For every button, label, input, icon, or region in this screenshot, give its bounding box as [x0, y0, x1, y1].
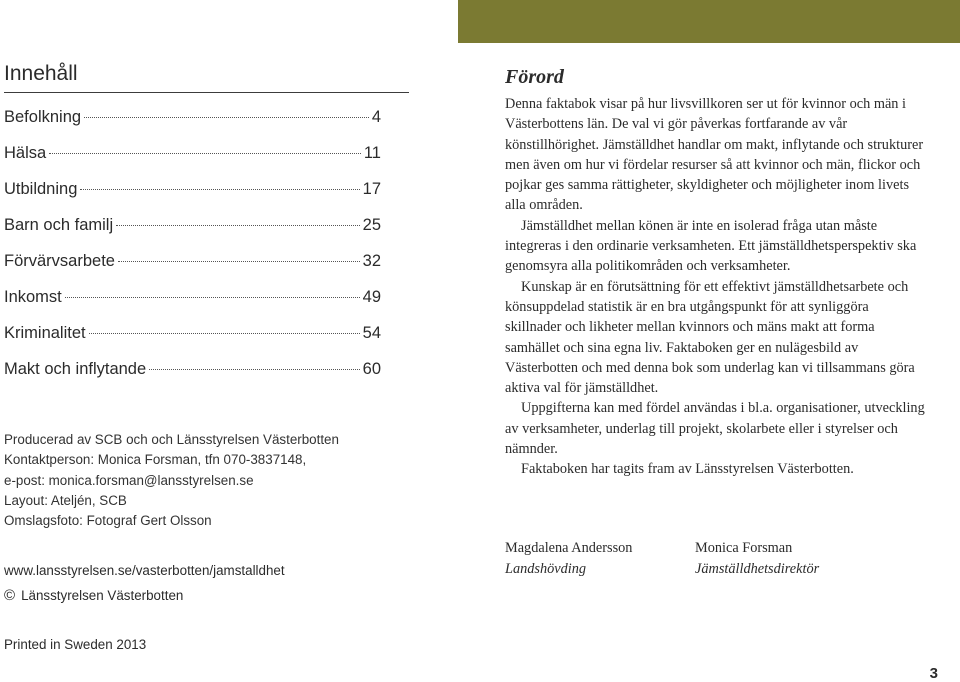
- toc-entry-label: Kriminalitet: [4, 324, 86, 342]
- toc-entry-label: Befolkning: [4, 108, 82, 126]
- foreword-paragraph: Denna faktabok visar på hur livsvillkoren ser ut för kvinnor och män i Västerbottens län. De val vi gör påverkas fortfarande av vår könstillhörighet. Jämställdhet handlar om makt, inflytande och strukturer men även om hur vi fördelar resurser så att kvinnor och män, flickor och pojkar ges samma rättigheter, skyldigheter och möjligheter inom livets alla områden.: [505, 96, 924, 214]
- foreword-title: Förord: [505, 66, 564, 88]
- foreword-paragraph: Kunskap är en förutsättning för ett effektivt jämställdhetsarbete och könsuppdelad statistik är en bra utgångspunkt för att synliggöra skillnader och likheter mellan kvinnors och mäns makt att forma samhället och sina egna liv. Faktaboken ger en nulägesbild av Västerbotten och med denna bok som underlag kan vi tillsammans göra aktiva val för jämställdhet.: [505, 278, 915, 397]
- signer-name: Magdalena Andersson: [505, 540, 633, 556]
- foreword: [505, 66, 925, 480]
- signature-block: [695, 538, 885, 580]
- toc-leader-dots: [149, 369, 359, 370]
- contact-line: Kontaktperson: Monica Forsman, tfn 070-3837148,: [4, 452, 307, 468]
- printed-note: Printed in Sweden 2013: [4, 637, 147, 652]
- email-line: e-post: monica.forsman@lansstyrelsen.se: [4, 472, 254, 488]
- toc-entry-label: Barn och familj: [4, 216, 114, 234]
- toc-entry-page: 54: [362, 324, 381, 342]
- copyright-text: Länsstyrelsen Västerbotten: [21, 588, 184, 603]
- layout-line: Layout: Ateljén, SCB: [4, 492, 127, 508]
- toc-entry-label: Makt och inflytande: [4, 360, 147, 378]
- toc-entry-page: 11: [363, 144, 381, 162]
- toc-entry: [4, 279, 381, 315]
- toc-entry-label: Utbildning: [4, 180, 78, 198]
- website-url: www.lansstyrelsen.se/vasterbotten/jamstalldhet: [4, 563, 285, 578]
- toc-leader-dots: [80, 189, 359, 190]
- credits: [4, 430, 339, 531]
- toc-entry: [4, 99, 381, 135]
- toc-leader-dots: [49, 153, 361, 154]
- toc-entry: [4, 171, 381, 207]
- toc-entry: [4, 315, 381, 351]
- foreword-paragraph: Uppgifterna kan med fördel användas i bl.a. organisationer, utveckling av verksamheter, underlag till projekt, skolarbete eller i styrelser och nämnder.: [505, 400, 925, 458]
- toc-entry-page: 4: [371, 108, 381, 126]
- signer-name: Monica Forsman: [695, 540, 793, 556]
- toc-entry-page: 60: [362, 360, 381, 378]
- cover-photo-line: Omslagsfoto: Fotograf Gert Olsson: [4, 513, 212, 529]
- page-number: 3: [929, 665, 938, 682]
- signer-role: Jämställdhetsdirektör: [695, 561, 820, 577]
- toc-leader-dots: [84, 117, 369, 118]
- toc-entry-label: Hälsa: [4, 144, 47, 162]
- toc-entry-label: Förvärvsarbete: [4, 252, 115, 270]
- toc-entry: [4, 351, 381, 387]
- signature-block: [505, 538, 695, 580]
- toc-leader-dots: [65, 297, 360, 298]
- toc-leader-dots: [118, 261, 360, 262]
- header-accent-bar: [458, 0, 960, 43]
- toc-list: [4, 99, 409, 387]
- toc-entry: [4, 135, 381, 171]
- signatures: [505, 538, 885, 580]
- foreword-paragraph: Jämställdhet mellan könen är inte en isolerad fråga utan måste integreras i den ordinarie verksamheten. Ett jämställdhetsperspektiv ska genomsyra alla politikområden och verksamheter.: [505, 217, 917, 275]
- copyright-line: [4, 587, 183, 604]
- producer-line: Producerad av SCB och och Länsstyrelsen Västerbotten: [4, 432, 339, 447]
- toc-entry-label: Inkomst: [4, 288, 62, 306]
- table-of-contents: [4, 62, 409, 387]
- copyright-icon: ©: [4, 587, 16, 604]
- toc-entry: [4, 207, 381, 243]
- toc-leader-dots: [116, 225, 360, 226]
- toc-leader-dots: [89, 333, 360, 334]
- toc-entry-page: 49: [362, 288, 381, 306]
- toc-entry-page: 25: [362, 216, 381, 234]
- foreword-paragraph: Faktaboken har tagits fram av Länsstyrelsen Västerbotten.: [521, 461, 854, 478]
- toc-entry-page: 17: [362, 180, 381, 198]
- signer-role: Landshövding: [505, 561, 587, 577]
- toc-title: Innehåll: [4, 62, 409, 93]
- toc-entry-page: 32: [362, 252, 381, 270]
- toc-entry: [4, 243, 381, 279]
